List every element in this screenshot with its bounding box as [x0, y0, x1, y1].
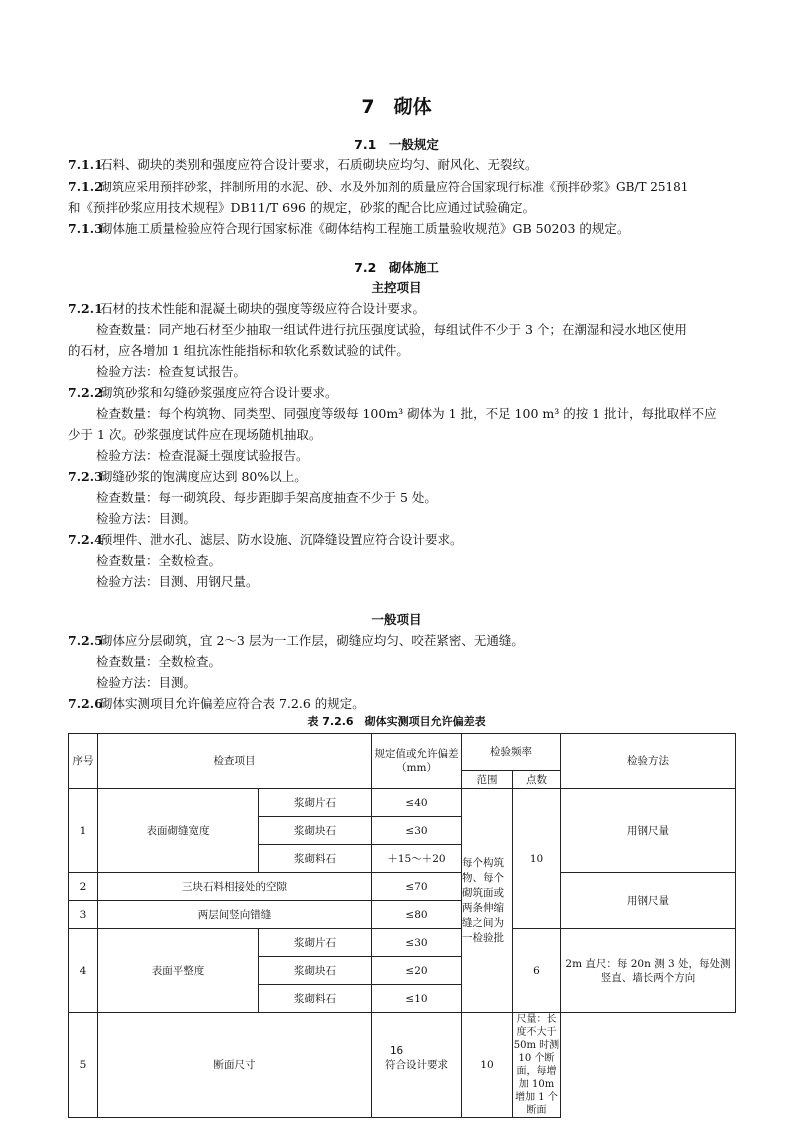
row-no: 5	[69, 1013, 98, 1118]
subheading-general-items: 一般项目	[371, 612, 422, 627]
check-method: 检验方法：目测。	[96, 675, 197, 690]
row-no: 2	[69, 873, 98, 901]
sub-item: 浆砌片石	[259, 789, 372, 817]
clause-7-2-4: 7.2.4预埋件、泄水孔、滤层、防水设施、沉降缝设置应符合设计要求。	[68, 532, 463, 547]
row-no: 4	[69, 929, 98, 1013]
header-tolerance: 规定值或允许偏差（mm）	[372, 734, 462, 789]
tolerance: ≤20	[372, 957, 462, 985]
subheading-main-items: 主控项目	[371, 280, 422, 295]
check-quantity: 检查数量：每个构筑物、同类型、同强度等级每 100m³ 砌体为 1 批，不足 100 m³ 的按 1 批计，每批取样不应	[96, 406, 717, 421]
header-item: 检查项目	[98, 734, 372, 789]
row-item: 表面平整度	[98, 929, 259, 1013]
clause-7-2-6: 7.2.6砌体实测项目允许偏差应符合表 7.2.6 的规定。	[68, 696, 365, 711]
clause-7-1-1: 7.1.1石料、砌块的类别和强度应符合设计要求，石质砌块应均匀、耐风化、无裂纹。	[68, 157, 538, 172]
check-method: 检验方法：检查混凝土强度试验报告。	[96, 448, 309, 463]
sub-item: 浆砌料石	[259, 845, 372, 873]
row-item: 表面砌缝宽度	[98, 789, 259, 873]
points: 6	[513, 929, 561, 1013]
clause-7-1-2-cont: 和《预拌砂浆应用技术规程》DB11/T 696 的规定，砂浆的配合比应通过试验确定。	[68, 200, 535, 215]
sub-item: 浆砌块石	[259, 957, 372, 985]
section-heading-7-2: 7.2 砌体施工	[354, 260, 439, 275]
sub-item: 浆砌料石	[259, 985, 372, 1013]
method: 用钢尺量	[561, 873, 736, 929]
table-caption: 表 7.2.6 砌体实测项目允许偏差表	[307, 715, 486, 728]
chapter-title: 7 砌体	[361, 96, 432, 118]
tolerance: ≤80	[372, 901, 462, 929]
clause-7-2-5: 7.2.5砌体应分层砌筑，宜 2～3 层为一工作层，砌缝应均匀、咬茬紧密、无通缝。	[68, 633, 524, 648]
section-heading-7-1: 7.1 一般规定	[354, 137, 439, 152]
points: 10	[462, 1013, 513, 1118]
sub-item: 浆砌片石	[259, 929, 372, 957]
clause-7-1-3: 7.1.3砌体施工质量检验应符合现行国家标准《砌体结构工程施工质量验收规范》GB 50203 的规定。	[68, 221, 630, 236]
clause-7-2-3: 7.2.3砌缝砂浆的饱满度应达到 80%以上。	[68, 469, 307, 484]
points: 10	[513, 789, 561, 929]
check-method: 检验方法：目测、用钢尺量。	[96, 574, 259, 589]
row-no: 3	[69, 901, 98, 929]
tolerance: ≤10	[372, 985, 462, 1013]
tolerance: ≤70	[372, 873, 462, 901]
row-item: 三块石料相接处的空隙	[98, 873, 372, 901]
header-method: 检验方法	[561, 734, 736, 789]
check-method: 检验方法：目测。	[96, 511, 197, 526]
tolerance: ≤30	[372, 929, 462, 957]
row-no: 1	[69, 789, 98, 873]
check-quantity-cont: 的石材，应各增加 1 组抗冻性能指标和软化系数试验的试件。	[68, 343, 409, 358]
row-item: 断面尺寸	[98, 1013, 372, 1118]
method: 用钢尺量	[561, 789, 736, 873]
check-quantity-cont: 少于 1 次。砂浆强度试件应在现场随机抽取。	[68, 427, 322, 442]
header-range: 范围	[462, 771, 513, 789]
check-quantity: 检查数量：全数检查。	[96, 553, 222, 568]
check-method: 检验方法：检查复试报告。	[96, 364, 247, 379]
inspection-range: 每个构筑物、每个砌筑面或两条伸缩缝之间为一检验批	[462, 789, 513, 1013]
row-item: 两层间竖向错缝	[98, 901, 372, 929]
clause-7-1-2: 7.1.2砌筑应采用预拌砂浆，拌制所用的水泥、砂、水及外加剂的质量应符合国家现行标准《预拌砂浆》GB/T 25181	[68, 179, 689, 194]
tolerance: 符合设计要求	[372, 1013, 462, 1118]
header-points: 点数	[513, 771, 561, 789]
clause-7-2-2: 7.2.2砌筑砂浆和勾缝砂浆强度应符合设计要求。	[68, 385, 338, 400]
check-quantity: 检查数量：每一砌筑段、每步距脚手架高度抽查不少于 5 处。	[96, 490, 437, 505]
page-number: 16	[389, 1044, 404, 1057]
method: 尺量：长度不大于 50m 时测 10 个断面，每增加 10m 增加 1 个断面	[513, 1014, 560, 1116]
tolerance-table	[68, 733, 736, 1118]
tolerance: ≤40	[372, 789, 462, 817]
header-frequency: 检验频率	[462, 734, 561, 771]
tolerance: ≤30	[372, 817, 462, 845]
check-quantity: 检查数量：全数检查。	[96, 654, 222, 669]
clause-7-2-1: 7.2.1石材的技术性能和混凝土砌块的强度等级应符合设计要求。	[68, 301, 426, 316]
check-quantity: 检查数量：同产地石材至少抽取一组试件进行抗压强度试验，每组试件不少于 3 个；在潮湿和浸水地区使用	[96, 322, 687, 337]
sub-item: 浆砌块石	[259, 817, 372, 845]
header-no: 序号	[69, 734, 98, 789]
tolerance: ＋15～＋20	[372, 845, 462, 873]
method: 2m 直尺：每 20n 测 3 处，每处测竖直、墙长两个方向	[561, 929, 736, 1013]
